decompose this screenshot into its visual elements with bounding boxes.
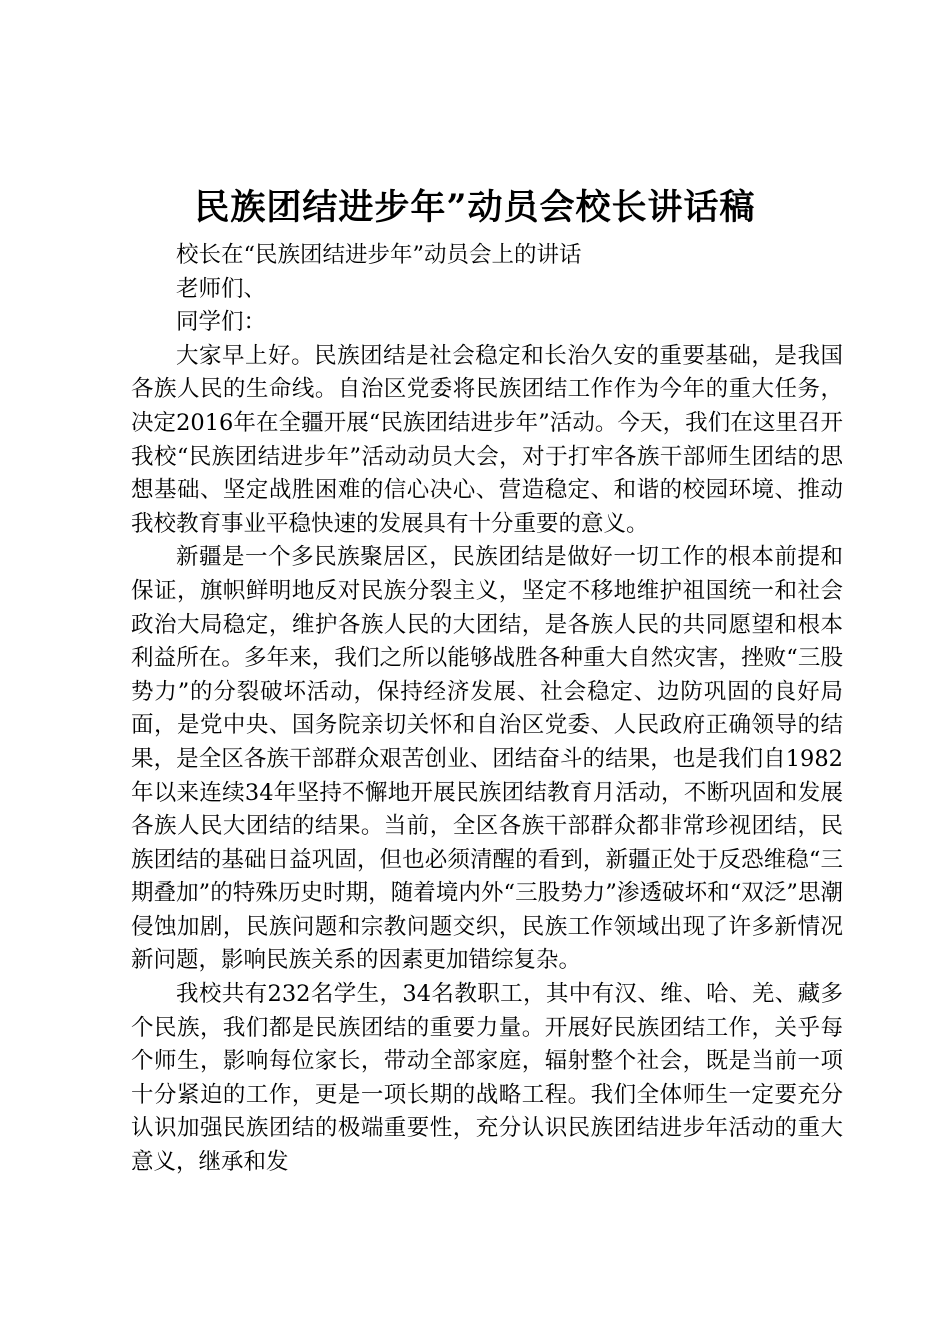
body-paragraph: 我校共有232名学生，34名教职工，其中有汉、维、哈、羌、藏多个民族，我们都是民族团结的重要力量。开展好民族团结工作，关乎每个师生，影响每位家长，带动全部家庭，辐射整个社会，既是当前一项十分紧迫的工作，更是一项长期的战略工程。我们全体师生一定要充分认识加强民族团结的极端重要性，充分认识民族团结进步年活动的重大意义，继承和发 bbox=[131, 981, 843, 1176]
salutation-students: 同学们： bbox=[176, 309, 267, 336]
body-paragraph: 新疆是一个多民族聚居区，民族团结是做好一切工作的根本前提和保证，旗帜鲜明地反对民族分裂主义，坚定不移地维护祖国统一和社会政治大局稳定，维护各族人民的大团结，是各族人民的共同愿望和根本利益所在。多年来，我们之所以能够战胜各种重大自然灾害，挫败“三股势力”的分裂破坏活动，保持经济发展、社会稳定、边防巩固的良好局面，是党中央、国务院亲切关怀和自治区党委、人民政府正确领导的结果，是全区各族干部群众艰苦创业、团结奋斗的结果，也是我们自1982年以来连续34年坚持不懈地开展民族团结教育月活动，不断巩固和发展各族人民大团结的结果。当前，全区各族干部群众都非常珍视团结，民族团结的基础日益巩固，但也必须清醒的看到，新疆正处于反恐维稳“三期叠加”的特殊历史时期，随着境内外“三股势力”渗透破坏和“双泛”思潮侵蚀加剧，民族问题和宗教问题交织，民族工作领域出现了许多新情况新问题，影响民族关系的因素更加错综复杂。 bbox=[131, 544, 843, 974]
document-title: 民族团结进步年”动员会校长讲话稿 bbox=[194, 187, 756, 228]
salutation-teachers: 老师们、 bbox=[176, 275, 267, 302]
document-body bbox=[131, 239, 843, 1180]
speech-heading: 校长在“民族团结进步年”动员会上的讲话 bbox=[176, 242, 582, 268]
body-paragraph: 大家早上好。民族团结是社会稳定和长治久安的重要基础，是我国各族人民的生命线。自治区党委将民族团结工作作为今年的重大任务，决定2016年在全疆开展“民族团结进步年”活动。今天，我们在这里召开我校“民族团结进步年”活动动员大会，对于打牢各族干部师生团结的思想基础、坚定战胜困难的信心决心、营造稳定、和谐的校园环境、推动我校教育事业平稳快速的发展具有十分重要的意义。 bbox=[131, 342, 843, 537]
